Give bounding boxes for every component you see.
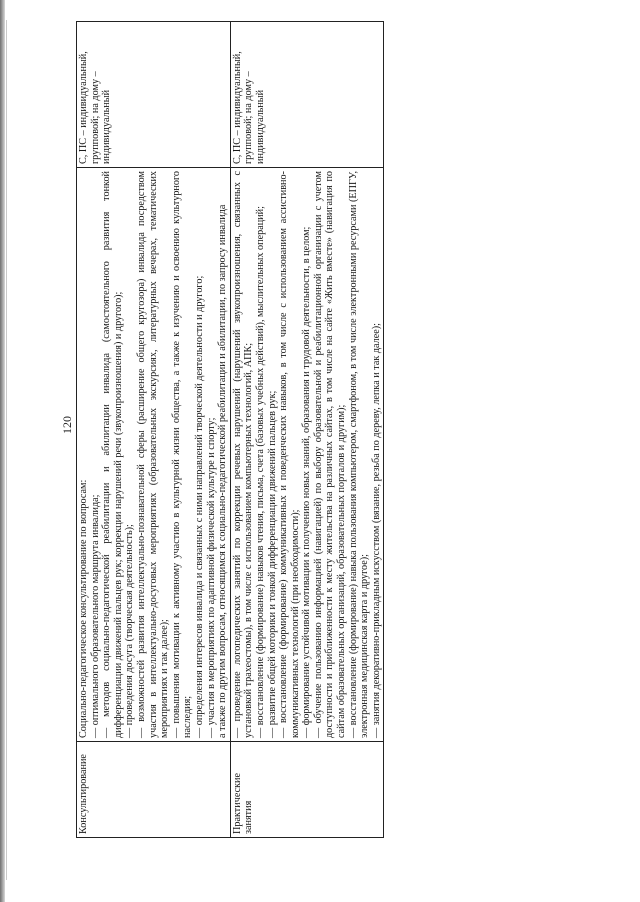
rehabilitation-table [76, 21, 384, 838]
content-cell [230, 168, 384, 742]
service-form-text: С, ПС – индивидуальный, групповой; на дому – индивидуальный [78, 51, 113, 164]
row-intro: Социально-педагогическое консультирование по вопросам: [78, 479, 89, 738]
list-item: — восстановление (формирование) навыков чтения, письма, счета (базовых учебных действий), мыслительных операций; [254, 206, 266, 738]
list-item: — определения интересов инвалида и связанных с ними направлений творческой деятельности и другого; [193, 275, 205, 738]
form-cell [77, 22, 231, 168]
activity-cell: Консультирование [77, 742, 231, 838]
list-item: — возможностей развития интеллектуально-познавательной сферы (расширение общего кругозора) инвалида посредством участия в интеллектуально-досуговых мероприятиях (образовательных экскурсиях, литературных вечерах, тематических мероприятиях и так далее); [135, 171, 171, 738]
service-form-text: С, ПС – индивидуальный, групповой; на дому – индивидуальный [231, 51, 266, 164]
table-row-practical [230, 22, 384, 838]
list-item: а также по другим вопросам, относящимся к социально-педагогической реабилитации и абилитации, по запросу инвалида [217, 204, 229, 738]
list-item: — повышения мотивации к активному участию в культурной жизни общества, а также к изучению и освоению культурного наследия; [170, 171, 194, 738]
list-item: — методов социально-педагогической реабилитации и абилитации инвалида (самостоятельного развития тонкой дифференциации движений пальцев рук; коррекции нарушений речи (звукопроизношения) и другого); [101, 171, 124, 738]
activity-cell: Практические занятия [230, 742, 384, 838]
list-item: — проведение логопедических занятий по коррекции речевых нарушений (нарушений звукопроизношения, связанных с установкой трахеостомы), в том числе с использованием компьютерных технологий, АПК; [231, 171, 255, 738]
list-item: — оптимального образовательного маршрута инвалида; [89, 494, 101, 738]
content-cell [77, 168, 231, 742]
list-item: — развитие общей моторики и тонкой дифференциации движений пальцев рук; [266, 390, 278, 738]
list-item: — формирование устойчивой мотивации к получению новых знаний, образования и трудовой деятельности, в целом; [301, 226, 313, 738]
scan-edge-line [6, 20, 7, 880]
list-item: — восстановление (формирование) коммуникативных и поведенческих навыков, в том числе с использованием ассистивно-коммуникативных технологий (при необходимости); [278, 171, 301, 738]
list-item: — участия в мероприятиях по адаптивной физической культуре и спорту; [205, 417, 217, 738]
rotated-page-content [58, 22, 568, 838]
list-item: — проведения досуга (творческая деятельность); [124, 524, 136, 738]
table-row-consulting [77, 22, 231, 838]
form-cell [230, 22, 384, 168]
scan-edge-shadow [0, 0, 5, 902]
list-item: — обучение пользованию информацией (навигацией) по выбору образовательной и реабилитационной организации с учетом доступности и приближенности к месту жительства на различных сайтах, в том числе на сайте «Жить вместе» (навигация по сайтам образовательных организаций, образовательных порталов и другим); [312, 171, 348, 738]
page-number: 120 [60, 416, 74, 434]
list-item: — восстановление (формирование) навыка пользования компьютером, смартфоном, в том числе электронными ресурсами (ЕПГУ, электронная медицинская карта и другое); [347, 171, 371, 738]
list-item: — занятия декоративно-прикладным искусством (вязание, резьба по дереву, лепка и так далее); [370, 323, 382, 738]
